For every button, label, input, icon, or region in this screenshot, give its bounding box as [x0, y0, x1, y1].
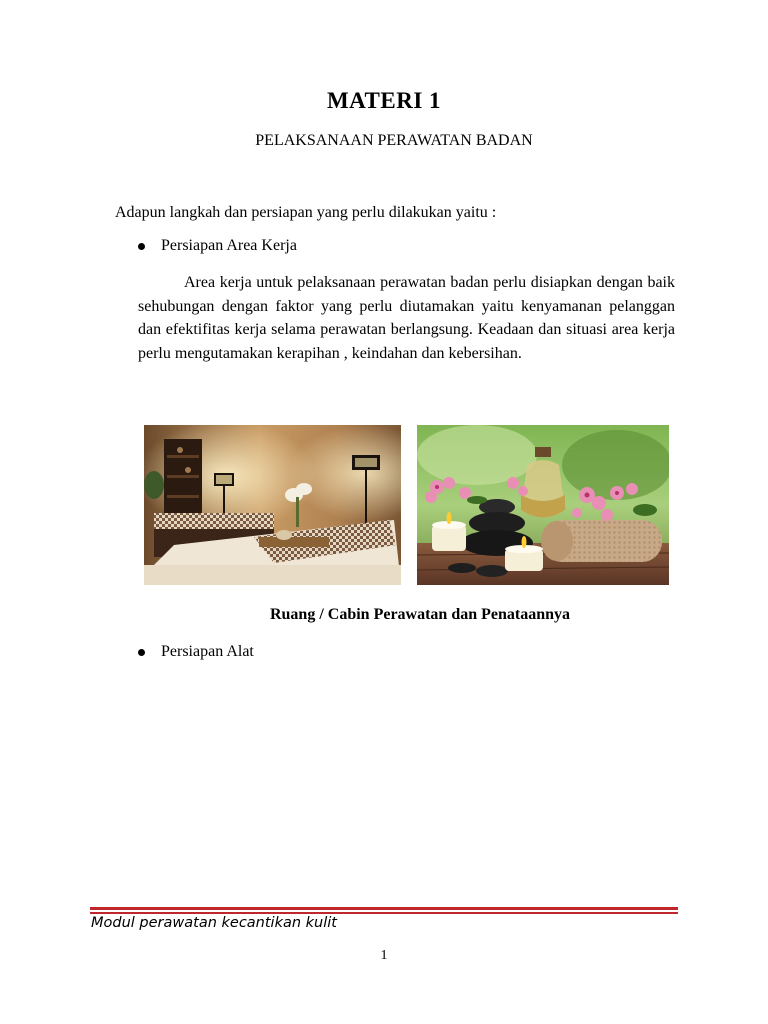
bullet-label: Persiapan Area Kerja [161, 237, 297, 254]
image-caption: Ruang / Cabin Perawatan dan Penataannya [269, 606, 571, 623]
bullet-icon [138, 649, 145, 656]
intro-text: Adapun langkah dan persiapan yang perlu dilakukan yaitu : [115, 204, 497, 221]
page-number: 1 [380, 948, 388, 963]
footer-text: Modul perawatan kecantikan kulit [91, 915, 337, 931]
footer-rule [90, 907, 678, 910]
bullet-item-area-kerja [138, 237, 297, 255]
page-title: MATERI 1 [326, 88, 442, 113]
section-paragraph [138, 271, 675, 365]
spa-room-image [144, 425, 401, 585]
paragraph-text: Area kerja untuk pelaksanaan perawatan badan perlu disiapkan dengan baik sehubungan dengan faktor yang perlu diutamakan yaitu kenyamanan pelanggan dan efektifitas kerja selama perawatan berlangsung. Keadaan dan situasi area kerja perlu mengutamakan kerapihan , keindahan dan kebersihan. [138, 274, 675, 362]
footer-rule-thin [90, 912, 678, 914]
bullet-label: Persiapan Alat [161, 643, 254, 660]
bullet-item-alat [138, 643, 254, 661]
spa-stones-image [417, 425, 669, 585]
page-subtitle: PELAKSANAAN PERAWATAN BADAN [255, 132, 533, 149]
bullet-icon [138, 243, 145, 250]
